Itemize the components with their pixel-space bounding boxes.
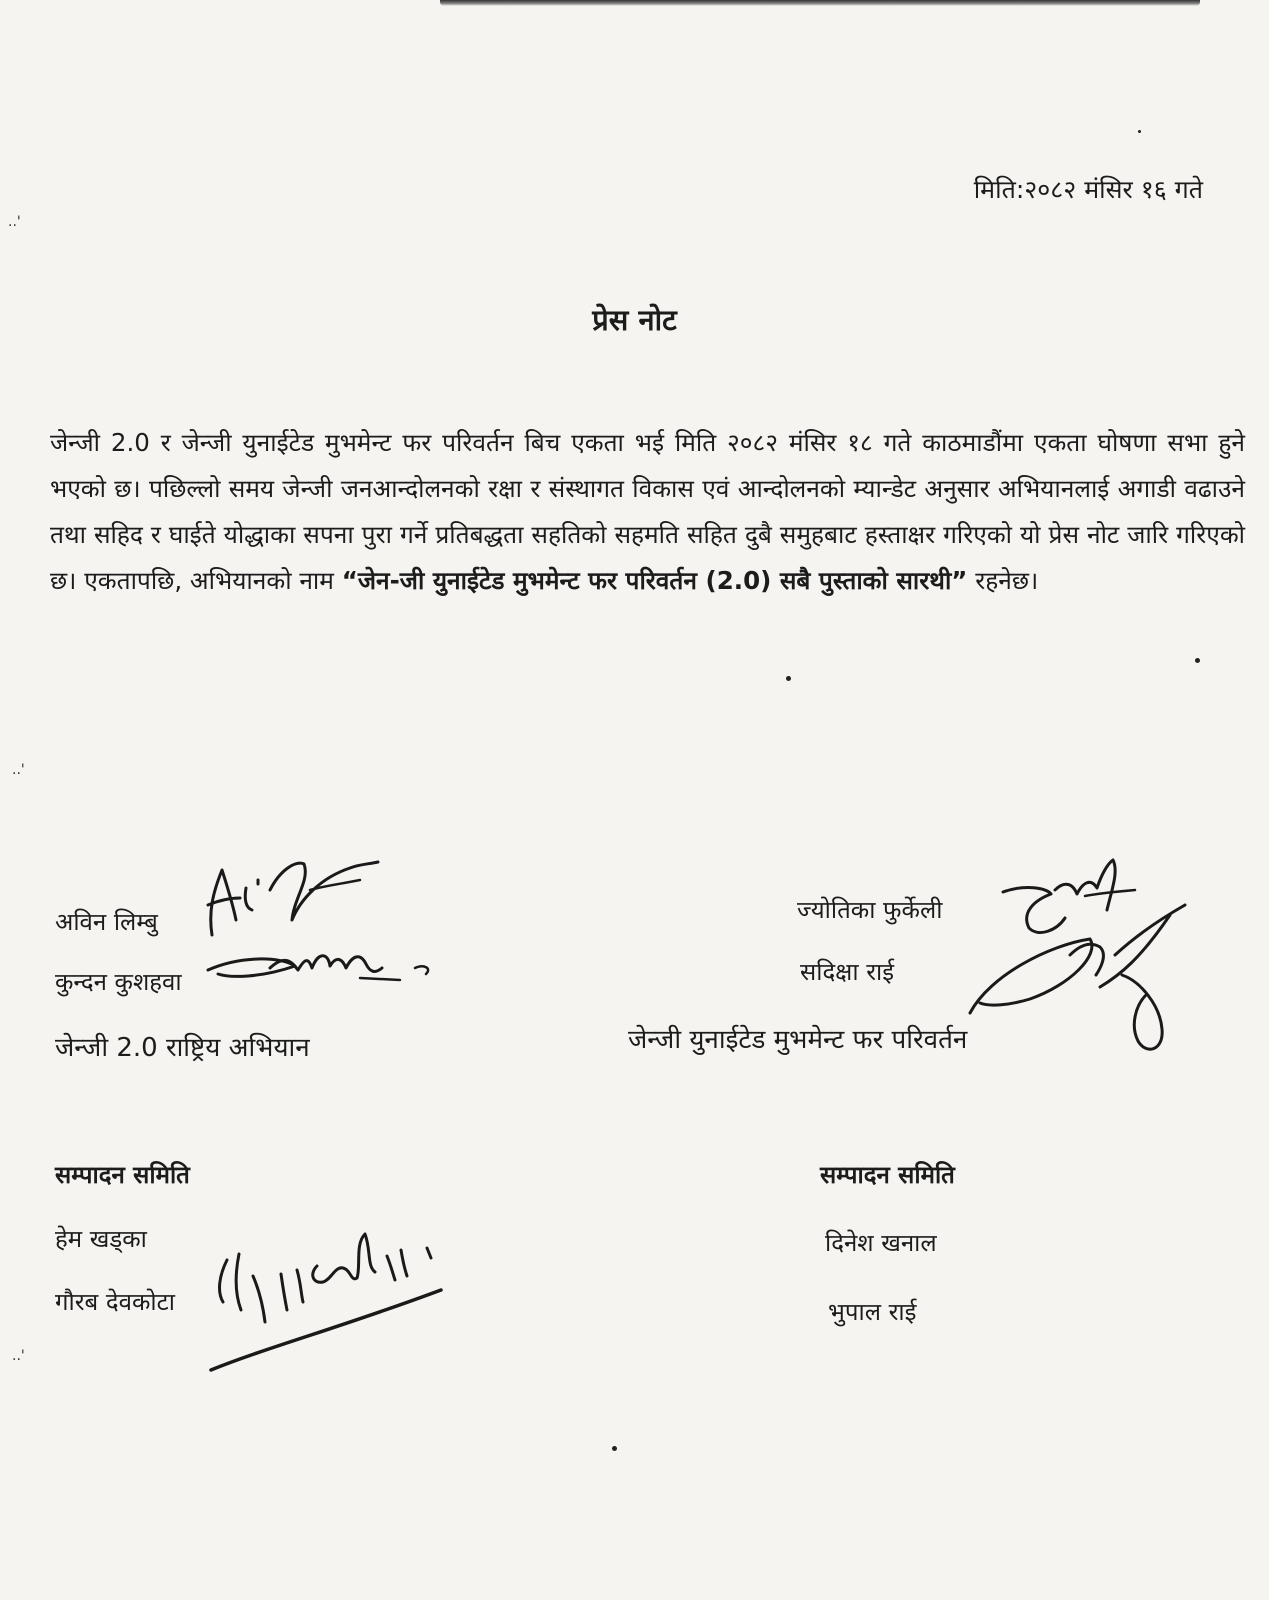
document-title: प्रेस नोट bbox=[592, 303, 677, 337]
right-committee-member-1: दिनेश खनाल bbox=[825, 1229, 937, 1257]
scan-mark: ..' bbox=[12, 762, 25, 778]
scan-edge bbox=[440, 0, 1200, 6]
left-signer-1-name: अविन लिम्बु bbox=[55, 908, 158, 936]
left-committee-member-1: हेम खड्का bbox=[55, 1225, 147, 1253]
left-signer-2-signature bbox=[200, 938, 440, 993]
body-tail: रहनेछ। bbox=[975, 566, 1039, 595]
left-signer-1-signature bbox=[200, 850, 390, 945]
right-signer-2-signature bbox=[950, 895, 1190, 1055]
scan-speck bbox=[1195, 658, 1200, 663]
document-date: मिति:२०८२ मंसिर १६ गते bbox=[973, 175, 1203, 204]
right-committee-heading: सम्पादन समिति bbox=[820, 1161, 955, 1189]
right-organization: जेन्जी युनाईटेड मुभमेन्ट फर परिवर्तन bbox=[628, 1025, 968, 1055]
left-committee-signature bbox=[205, 1230, 455, 1380]
scan-mark: ..' bbox=[12, 1348, 25, 1364]
body-paragraph bbox=[50, 420, 1245, 604]
scan-speck bbox=[786, 676, 791, 681]
scan-mark: ..' bbox=[8, 214, 21, 230]
body-text: जेन्जी 2.0 र जेन्जी युनाईटेड मुभमेन्ट फर परिवर्तन बिच एकता भई मिति २०८२ मंसिर १८ गते काठमाडौंमा एकता घोषणा सभा हुने भएको छ। पछिल्लो समय जेन्जी जनआन्दोलनको रक्षा र संस्थागत विकास एवं आन्दोलनको म्यान्डेट अनुसार अभियानलाई अगाडी वढाउने तथा सहिद र घाईते योद्धाका सपना पुरा गर्ने प्रतिबद्धता सहतिको सहमति सहित दुबै समुहबाट हस्ताक्षर गरिएको यो प्रेस नोट जारि गरिएको छ। एकतापछि, अभियानको नाम bbox=[50, 428, 1245, 595]
left-committee-heading: सम्पादन समिति bbox=[55, 1161, 190, 1189]
right-signer-1-name: ज्योतिका फुर्केली bbox=[797, 896, 943, 924]
right-committee-member-2: भुपाल राई bbox=[828, 1298, 917, 1326]
scan-speck bbox=[612, 1446, 617, 1451]
campaign-name: “जेन-जी युनाईटेड मुभमेन्ट फर परिवर्तन (2.0) सबै पुस्ताको सारथी” bbox=[341, 566, 968, 595]
left-committee-member-2: गौरब देवकोटा bbox=[55, 1288, 175, 1316]
scan-speck bbox=[1138, 130, 1141, 133]
left-organization: जेन्जी 2.0 राष्ट्रिय अभियान bbox=[55, 1033, 310, 1063]
left-signer-2-name: कुन्दन कुशहवा bbox=[55, 968, 182, 996]
right-signer-2-name: सदिक्षा राई bbox=[800, 958, 895, 986]
